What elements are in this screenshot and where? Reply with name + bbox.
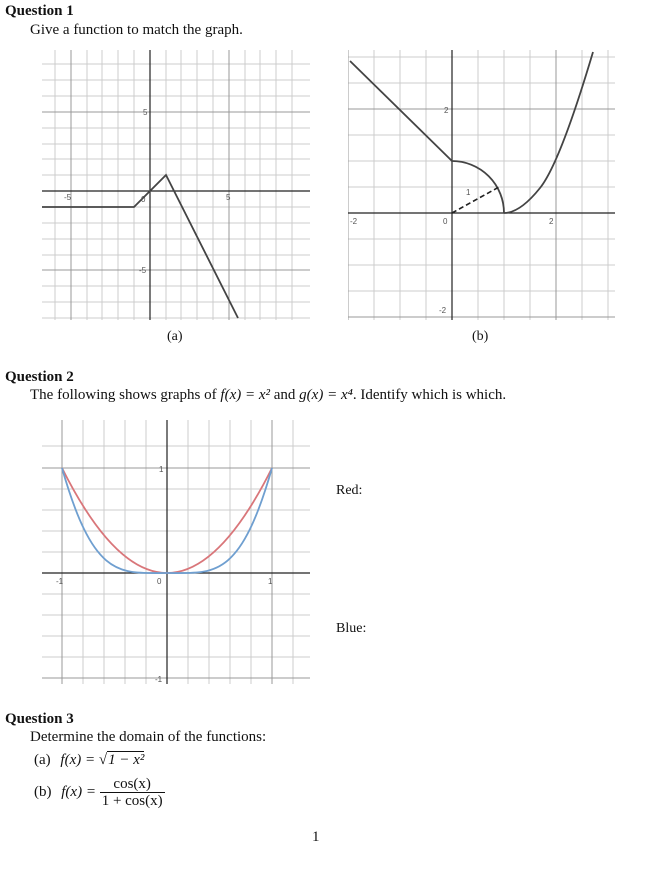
q2-prompt-post: . Identify which is which. <box>352 387 507 403</box>
q3-part-b-label: (b) <box>34 783 52 800</box>
caption-a: (a) <box>167 329 183 344</box>
q2-f-def: f(x) = x² <box>220 387 270 403</box>
graph-b-parabola <box>504 52 593 213</box>
graph-a-tick-x-0: 0 <box>141 195 146 204</box>
q3-part-b-lhs: f(x) = <box>61 783 96 800</box>
page-number: 1 <box>312 829 320 845</box>
sqrt-icon: √ <box>98 752 108 768</box>
graph-c-tick-x-1: 1 <box>268 577 273 586</box>
q2-and: and <box>273 387 296 403</box>
red-answer-label: Red: <box>336 483 363 498</box>
q3-part-b-fraction <box>100 776 165 809</box>
graph-b-tick-x-neg2: -2 <box>350 217 358 226</box>
blue-answer-label: Blue: <box>336 621 367 636</box>
caption-b: (b) <box>472 329 489 344</box>
graph-b-radius-dashed <box>452 187 499 213</box>
graph-c-tick-x-0: 0 <box>157 577 162 586</box>
graph-a <box>42 50 310 320</box>
graph-b-tick-x-2: 2 <box>549 217 554 226</box>
question-3-prompt: Determine the domain of the functions: <box>30 729 267 745</box>
graph-b-tick-y-neg2: -2 <box>439 306 447 315</box>
question-2-prompt <box>30 387 506 404</box>
q3-part-a-radicand: 1 − x² <box>108 752 145 768</box>
question-1-prompt: Give a function to match the graph. <box>30 22 243 38</box>
graph-b-tick-y-2: 2 <box>444 106 449 115</box>
graph-c-tick-y-1: 1 <box>159 465 164 474</box>
q3-part-a-label: (a) <box>34 752 51 768</box>
graph-a-tick-x-neg5: -5 <box>64 193 72 202</box>
question-1-title: Question 1 <box>5 3 74 19</box>
q3-part-b <box>34 776 165 809</box>
graph-b-tick-x-0: 0 <box>443 217 448 226</box>
graph-c <box>42 420 310 684</box>
q3-part-b-numerator: cos(x) <box>100 776 165 793</box>
graph-b-line-segment <box>350 61 452 161</box>
q3-part-a-lhs: f(x) = <box>60 752 96 768</box>
graph-c-tick-x-neg1: -1 <box>56 577 64 586</box>
q2-prompt-pre: The following shows graphs of <box>30 387 217 403</box>
q3-part-a <box>34 752 144 769</box>
q3-part-b-denominator: 1 + cos(x) <box>101 793 163 809</box>
graph-b <box>348 50 615 320</box>
graph-b-radius-label: 1 <box>466 188 471 197</box>
question-2-title: Question 2 <box>5 369 74 385</box>
q2-g-def: g(x) = x⁴ <box>299 387 353 403</box>
graph-a-tick-y-neg5: -5 <box>139 266 147 275</box>
graph-a-tick-x-5: 5 <box>226 193 231 202</box>
graph-a-tick-y-5: 5 <box>143 108 148 117</box>
graph-c-tick-y-neg1: -1 <box>155 675 163 684</box>
question-3-title: Question 3 <box>5 711 74 727</box>
